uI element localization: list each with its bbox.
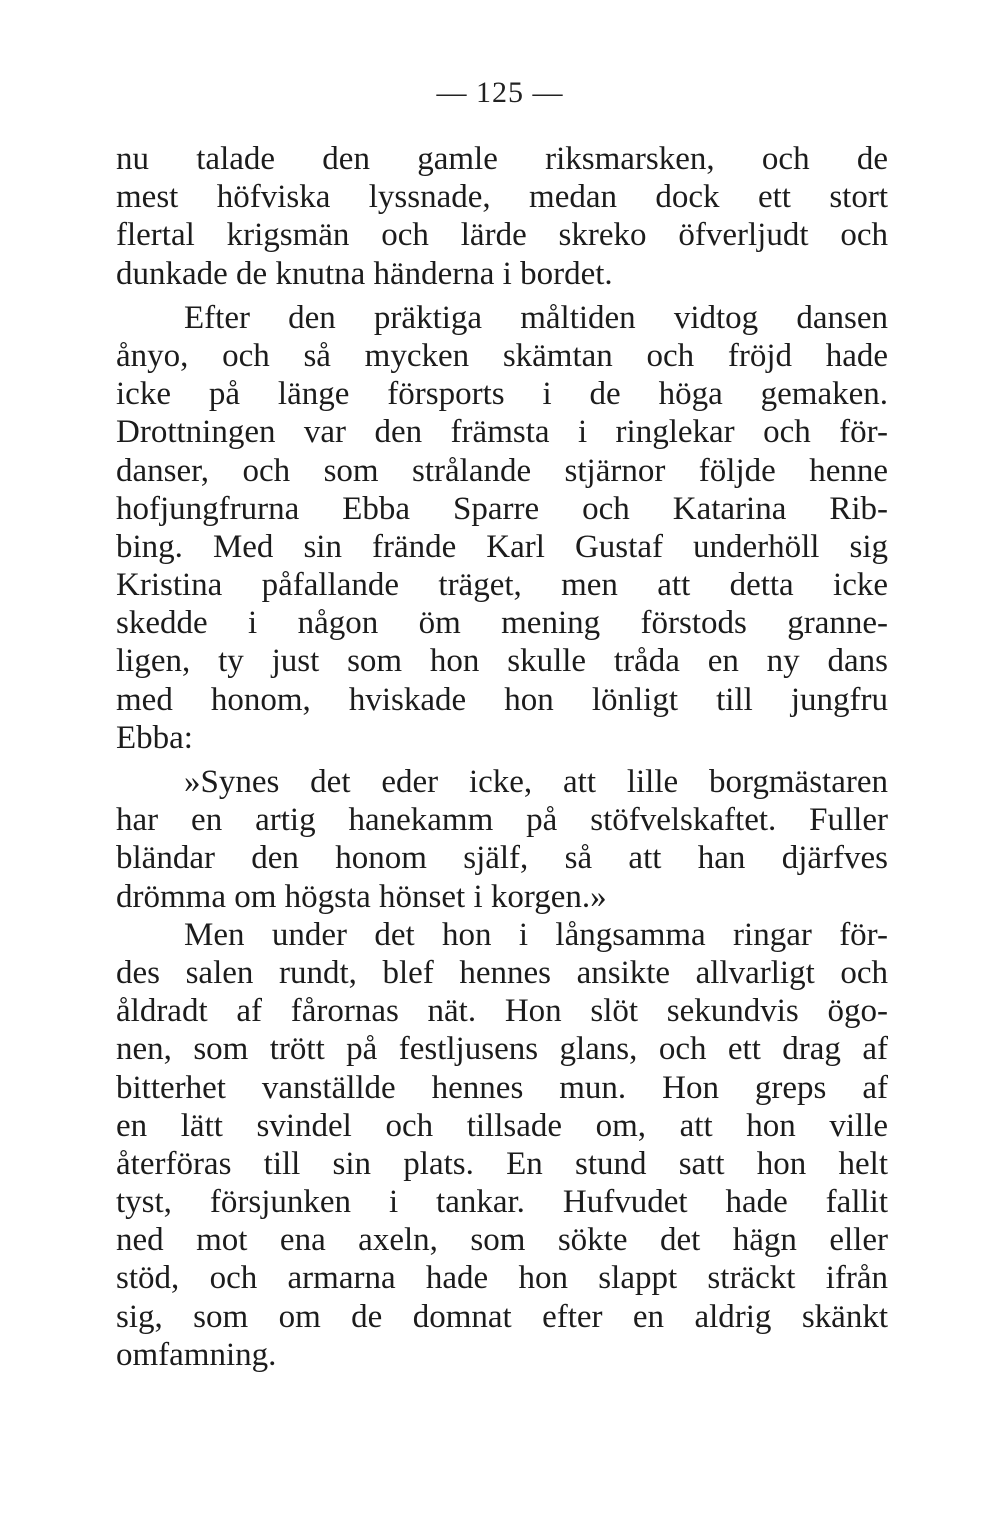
- text-line: bländar den honom själf, så att han djärfves: [116, 840, 888, 877]
- text-line: des salen rundt, blef hennes ansikte allvarligt och: [116, 954, 888, 991]
- text-line: hofjungfrurna Ebba Sparre och Katarina Rib-: [116, 490, 888, 527]
- paragraph-1: [116, 140, 888, 293]
- text-line: en lätt svindel och tillsade om, att hon ville: [116, 1107, 888, 1144]
- text-line: sig, som om de domnat efter en aldrig skänkt: [116, 1298, 888, 1335]
- text-line: åldradt af fårornas nät. Hon slöt sekundvis ögo-: [116, 993, 888, 1030]
- text-line: stöd, och armarna hade hon slappt sträckt ifrån: [116, 1260, 888, 1297]
- text-line: ligen, ty just som hon skulle tråda en ny dans: [116, 643, 888, 680]
- text-line: har en artig hanekamm på stöfvelskaftet. Fuller: [116, 802, 888, 839]
- text-line: flertal krigsmän och lärde skreko öfverljudt och: [116, 217, 888, 254]
- text-line: »Synes det eder icke, att lille borgmästaren: [184, 764, 888, 800]
- text-line: omfamning.: [116, 1336, 277, 1373]
- paragraph-2: [116, 299, 888, 757]
- paragraph-3: [116, 763, 888, 916]
- text-line: Ebba:: [116, 719, 193, 756]
- text-line: Men under det hon i långsamma ringar för-: [184, 916, 888, 953]
- text-line: drömma om högsta hönset i korgen.»: [116, 878, 607, 915]
- text-line: tyst, försjunken i tankar. Hufvudet hade fallit: [116, 1184, 888, 1221]
- text-line: nu talade den gamle riksmarsken, och de: [116, 141, 888, 177]
- body-text: [116, 140, 888, 1374]
- text-line: dunkade de knutna händerna i bordet.: [116, 255, 613, 292]
- text-line: danser, och som strålande stjärnor följde henne: [116, 452, 888, 489]
- text-line: mest höfviska lyssnade, medan dock ett stort: [116, 179, 888, 216]
- text-line: Drottningen var den främsta i ringlekar och för-: [116, 414, 888, 451]
- text-line: med honom, hviskade hon lönligt till jungfru: [116, 681, 888, 718]
- text-line: bing. Med sin frände Karl Gustaf underhöll sig: [116, 528, 888, 565]
- text-line: Efter den präktiga måltiden vidtog dansen: [184, 299, 888, 336]
- text-line: bitterhet vanställde hennes mun. Hon greps af: [116, 1069, 888, 1106]
- text-line: skedde i någon öm mening förstods granne-: [116, 605, 888, 642]
- page-number: — 125 —: [436, 76, 564, 109]
- text-line: icke på länge försports i de höga gemaken.: [116, 376, 888, 413]
- paragraph-4: [116, 916, 888, 1374]
- text-line: ned mot ena axeln, som sökte det hägn eller: [116, 1222, 888, 1259]
- text-line: återföras till sin plats. En stund satt hon helt: [116, 1145, 888, 1182]
- text-line: ånyo, och så mycken skämtan och fröjd hade: [116, 337, 888, 374]
- text-line: Kristina påfallande träget, men att detta icke: [116, 567, 888, 604]
- text-line: nen, som trött på festljusens glans, och ett drag af: [116, 1031, 888, 1068]
